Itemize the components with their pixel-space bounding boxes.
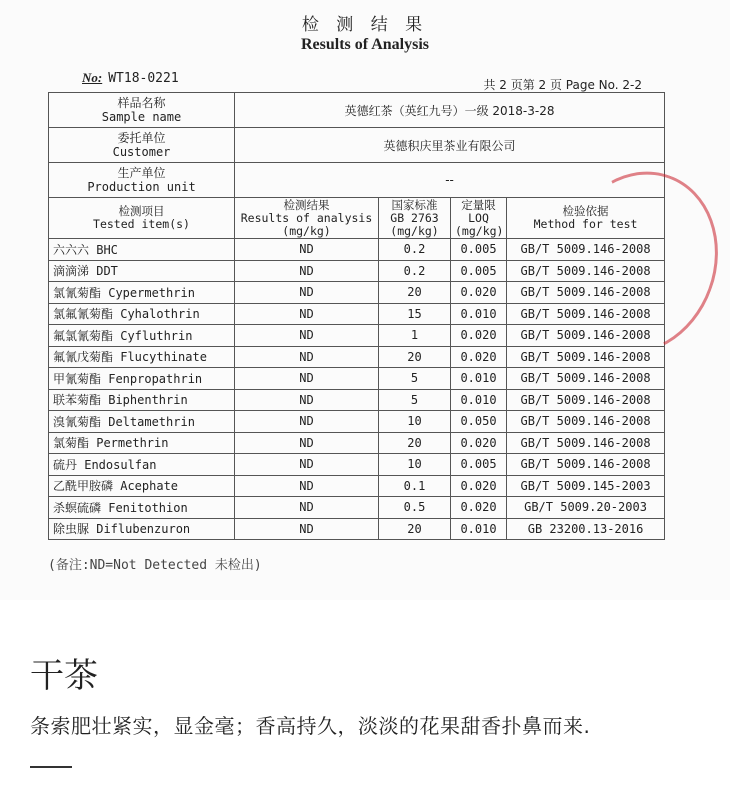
cell-result: ND — [235, 389, 379, 411]
cell-method: GB/T 5009.146-2008 — [507, 368, 665, 390]
cell-method: GB/T 5009.146-2008 — [507, 325, 665, 347]
table-row — [49, 325, 665, 347]
cell-loq: 0.010 — [451, 518, 507, 540]
cell-loq: 0.005 — [451, 239, 507, 261]
cell-standard: 5 — [379, 389, 451, 411]
cell-result: ND — [235, 260, 379, 282]
table-row — [49, 518, 665, 540]
header-result — [235, 198, 379, 239]
cell-standard: 0.2 — [379, 260, 451, 282]
cell-result: ND — [235, 518, 379, 540]
cell-item: 乙酰甲胺磷 Acephate — [49, 475, 235, 497]
table-row — [49, 346, 665, 368]
report-number — [82, 70, 179, 86]
cell-item: 联苯菊酯 Biphenthrin — [49, 389, 235, 411]
cell-standard: 0.5 — [379, 497, 451, 519]
customer-label-cn: 委托单位 — [117, 131, 166, 145]
cell-result: ND — [235, 475, 379, 497]
cell-loq: 0.010 — [451, 368, 507, 390]
cell-loq: 0.020 — [451, 346, 507, 368]
cell-method: GB/T 5009.146-2008 — [507, 346, 665, 368]
header-loq — [451, 198, 507, 239]
header-standard — [379, 198, 451, 239]
customer-label — [49, 128, 235, 163]
cell-method: GB/T 5009.146-2008 — [507, 303, 665, 325]
header-standard-en: GB 2763 — [390, 210, 439, 225]
cell-method: GB/T 5009.146-2008 — [507, 411, 665, 433]
cell-loq: 0.010 — [451, 389, 507, 411]
cell-standard: 0.2 — [379, 239, 451, 261]
header-item-cn: 检测项目 — [118, 204, 165, 218]
sample-row — [49, 93, 665, 128]
cell-standard: 5 — [379, 368, 451, 390]
header-loq-unit: (mg/kg) — [455, 223, 504, 238]
cell-method: GB/T 5009.146-2008 — [507, 282, 665, 304]
cell-item: 六六六 BHC — [49, 239, 235, 261]
cell-standard: 10 — [379, 411, 451, 433]
report-title-cn: 检 测 结 果 — [301, 15, 429, 35]
cell-item: 氯菊酯 Permethrin — [49, 432, 235, 454]
cell-standard: 15 — [379, 303, 451, 325]
cell-standard: 20 — [379, 432, 451, 454]
cell-item: 除虫脲 Diflubenzuron — [49, 518, 235, 540]
note: (备注:ND=Not Detected 未检出) — [48, 558, 262, 573]
production-label — [49, 163, 235, 198]
customer-row — [49, 128, 665, 163]
cell-loq: 0.020 — [451, 432, 507, 454]
cell-loq: 0.020 — [451, 497, 507, 519]
cell-standard: 20 — [379, 282, 451, 304]
section-title: 干茶 — [30, 656, 98, 696]
cell-method: GB/T 5009.20-2003 — [507, 497, 665, 519]
header-result-unit: (mg/kg) — [282, 223, 331, 238]
cell-item: 甲氰菊酯 Fenpropathrin — [49, 368, 235, 390]
cell-loq: 0.005 — [451, 260, 507, 282]
cell-method: GB/T 5009.145-2003 — [507, 475, 665, 497]
cell-method: GB/T 5009.146-2008 — [507, 432, 665, 454]
cell-item: 溴氰菊酯 Deltamethrin — [49, 411, 235, 433]
cell-standard: 10 — [379, 454, 451, 476]
cell-result: ND — [235, 432, 379, 454]
cell-result: ND — [235, 346, 379, 368]
cell-standard: 20 — [379, 518, 451, 540]
cell-result: ND — [235, 282, 379, 304]
cell-item: 氯氰菊酯 Cypermethrin — [49, 282, 235, 304]
cell-loq: 0.020 — [451, 475, 507, 497]
header-loq-en: LOQ — [468, 210, 489, 225]
sample-value: 英德红茶（英红九号）一级 2018-3-28 — [235, 93, 665, 128]
cell-loq: 0.020 — [451, 282, 507, 304]
cell-result: ND — [235, 497, 379, 519]
cell-method: GB/T 5009.146-2008 — [507, 260, 665, 282]
cell-method: GB/T 5009.146-2008 — [507, 454, 665, 476]
header-result-cn: 检测结果 — [283, 197, 330, 212]
production-label-cn: 生产单位 — [117, 166, 166, 180]
sample-label — [49, 93, 235, 128]
production-label-en: Production unit — [87, 180, 196, 194]
header-result-en: Results of analysis — [240, 210, 373, 225]
table-row — [49, 497, 665, 519]
cell-method: GB 23200.13-2016 — [507, 518, 665, 540]
header-item-en: Tested item(s) — [93, 217, 190, 231]
sample-label-en: Sample name — [101, 110, 182, 124]
header-method-en: Method for test — [533, 217, 638, 231]
cell-standard: 1 — [379, 325, 451, 347]
production-row — [49, 163, 665, 198]
cell-item: 氯氟氰菊酯 Cyhalothrin — [49, 303, 235, 325]
table-row — [49, 411, 665, 433]
header-method-cn: 检验依据 — [562, 204, 609, 218]
sample-label-cn: 样品名称 — [117, 96, 166, 110]
section-description: 条索肥壮紧实，显金毫；香高持久，淡淡的花果甜香扑鼻而来. — [30, 714, 591, 738]
cell-loq: 0.005 — [451, 454, 507, 476]
divider-rule — [30, 766, 72, 768]
table-row — [49, 454, 665, 476]
cell-item: 氟氯氰菊酯 Cyfluthrin — [49, 325, 235, 347]
cell-method: GB/T 5009.146-2008 — [507, 389, 665, 411]
production-value: -- — [235, 163, 665, 198]
customer-value: 英德积庆里茶业有限公司 — [235, 128, 665, 163]
table-row — [49, 475, 665, 497]
cell-result: ND — [235, 411, 379, 433]
cell-standard: 20 — [379, 346, 451, 368]
cell-item: 杀螟硫磷 Fenitothion — [49, 497, 235, 519]
cell-loq: 0.010 — [451, 303, 507, 325]
report-title-en: Results of Analysis — [300, 36, 430, 53]
cell-item: 氟氰戊菊酯 Flucythinate — [49, 346, 235, 368]
cell-result: ND — [235, 303, 379, 325]
table-row — [49, 368, 665, 390]
cell-loq: 0.020 — [451, 325, 507, 347]
cell-method: GB/T 5009.146-2008 — [507, 239, 665, 261]
header-loq-cn: 定量限 — [461, 197, 496, 212]
header-item — [49, 198, 235, 239]
cell-item: 硫丹 Endosulfan — [49, 454, 235, 476]
header-standard-unit: (mg/kg) — [390, 223, 439, 238]
cell-loq: 0.050 — [451, 411, 507, 433]
report-number-value: WT18-0221 — [108, 71, 179, 86]
cell-result: ND — [235, 239, 379, 261]
customer-label-en: Customer — [112, 145, 171, 159]
cell-result: ND — [235, 454, 379, 476]
header-standard-cn: 国家标准 — [391, 197, 438, 212]
page-number: 共 2 页第 2 页 Page No. 2-2 — [483, 78, 642, 92]
table-row — [49, 389, 665, 411]
cell-item: 滴滴涕 DDT — [49, 260, 235, 282]
cell-result: ND — [235, 325, 379, 347]
table-row — [49, 432, 665, 454]
cell-result: ND — [235, 368, 379, 390]
report-number-label: No: — [82, 70, 103, 85]
cell-standard: 0.1 — [379, 475, 451, 497]
